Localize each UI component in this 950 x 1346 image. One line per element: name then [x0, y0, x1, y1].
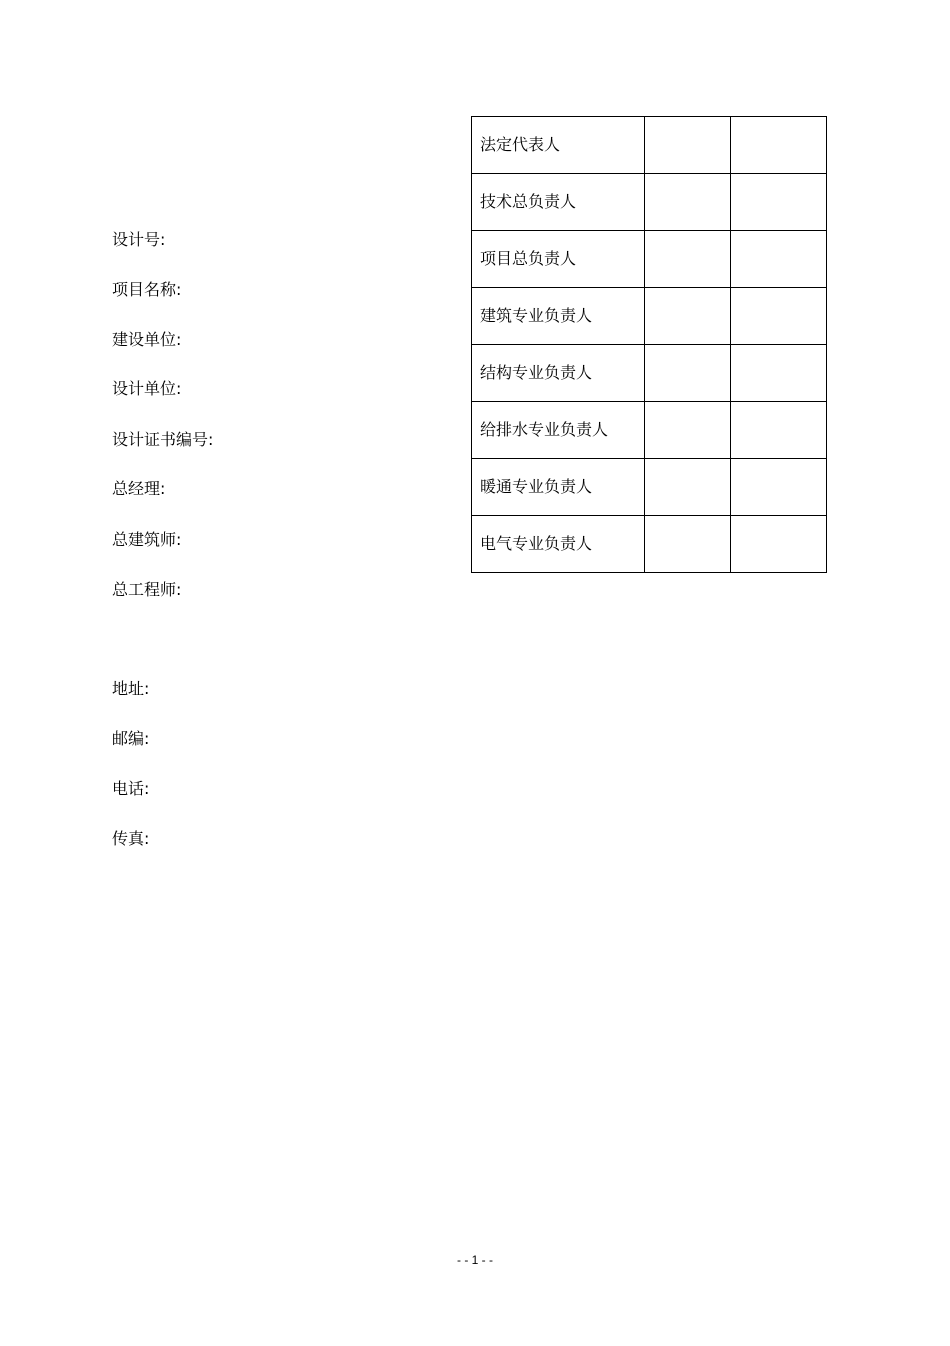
date-cell — [731, 516, 827, 573]
date-cell — [731, 117, 827, 174]
signature-cell — [645, 231, 731, 288]
signature-cell — [645, 402, 731, 459]
date-cell — [731, 459, 827, 516]
table-row — [472, 516, 827, 573]
phone-label: 电话: — [112, 779, 150, 798]
date-cell — [731, 231, 827, 288]
general-manager-label: 总经理: — [112, 479, 166, 498]
date-cell — [731, 402, 827, 459]
role-technical-director: 技术总负责人 — [472, 174, 645, 231]
signature-cell — [645, 174, 731, 231]
role-plumbing-lead: 给排水专业负责人 — [472, 402, 645, 459]
table-row — [472, 117, 827, 174]
signature-cell — [645, 117, 731, 174]
project-info-labels — [112, 0, 442, 900]
signature-cell — [645, 459, 731, 516]
address-label: 地址: — [112, 679, 150, 698]
design-certificate-number-label: 设计证书编号: — [112, 430, 214, 449]
project-name-label: 项目名称: — [112, 280, 182, 299]
role-hvac-lead: 暖通专业负责人 — [472, 459, 645, 516]
page-number: - - 1 - - — [457, 1253, 493, 1267]
date-cell — [731, 345, 827, 402]
signature-cell — [645, 516, 731, 573]
date-cell — [731, 288, 827, 345]
role-electrical-lead: 电气专业负责人 — [472, 516, 645, 573]
table-row — [472, 345, 827, 402]
role-architecture-lead: 建筑专业负责人 — [472, 288, 645, 345]
table-row — [472, 288, 827, 345]
signature-cell — [645, 345, 731, 402]
role-structure-lead: 结构专业负责人 — [472, 345, 645, 402]
table-row — [472, 402, 827, 459]
chief-architect-label: 总建筑师: — [112, 530, 182, 549]
responsibility-table — [471, 116, 827, 573]
table-row — [472, 174, 827, 231]
design-number-label: 设计号: — [112, 230, 166, 249]
postcode-label: 邮编: — [112, 729, 150, 748]
date-cell — [731, 174, 827, 231]
signature-cell — [645, 288, 731, 345]
design-unit-label: 设计单位: — [112, 379, 182, 398]
chief-engineer-label: 总工程师: — [112, 580, 182, 599]
role-legal-representative: 法定代表人 — [472, 117, 645, 174]
construction-unit-label: 建设单位: — [112, 330, 182, 349]
table-row — [472, 459, 827, 516]
fax-label: 传真: — [112, 829, 150, 848]
role-project-director: 项目总负责人 — [472, 231, 645, 288]
table-row — [472, 231, 827, 288]
